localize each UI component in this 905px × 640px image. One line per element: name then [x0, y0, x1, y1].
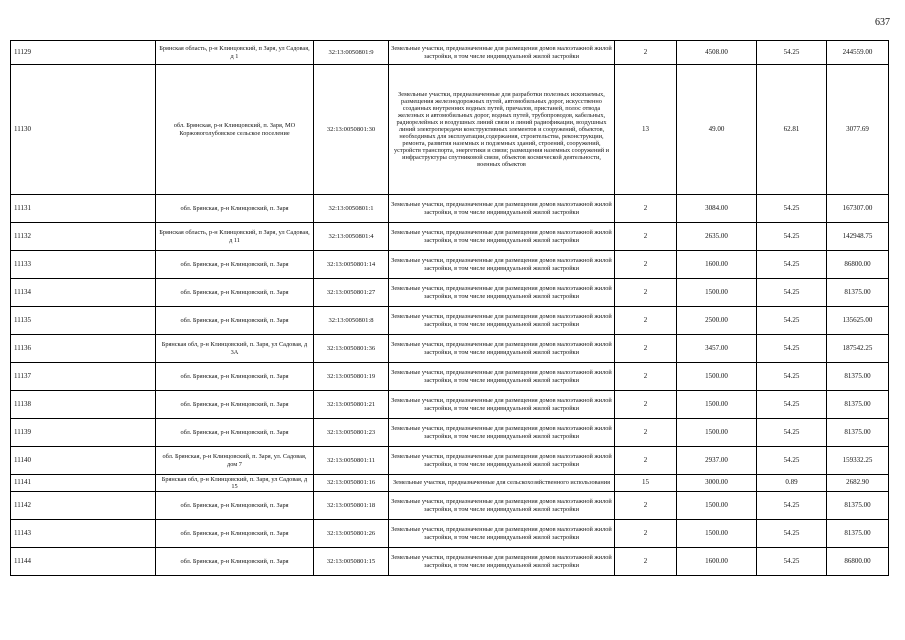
row-cadastral-value: 159332.25: [827, 447, 889, 475]
row-cadastral-value: 86800.00: [827, 251, 889, 279]
row-area: 2500.00: [677, 307, 757, 335]
row-address: обл. Брянская, р-н Клинцовский, п. Заря: [156, 363, 314, 391]
row-number: 11141: [11, 475, 156, 492]
row-use-code: 2: [615, 223, 677, 251]
row-use-code: 13: [615, 65, 677, 195]
row-use-code: 2: [615, 419, 677, 447]
row-land-use: Земельные участки, предназначенные для размещения домов малоэтажной жилой застройки, в том числе индивидуальной жилой застройки: [389, 391, 615, 419]
table-row: [11, 391, 889, 419]
row-area: 3084.00: [677, 195, 757, 223]
row-cadastral-value: 187542.25: [827, 335, 889, 363]
row-cadastral-value: 81375.00: [827, 492, 889, 520]
row-area: 49.00: [677, 65, 757, 195]
row-cadastral-number: 32:13:0050801:11: [314, 447, 389, 475]
row-land-use: Земельные участки, предназначенные для размещения домов малоэтажной жилой застройки, в том числе индивидуальной жилой застройки: [389, 307, 615, 335]
table-row: [11, 475, 889, 492]
row-rate: 54.25: [757, 419, 827, 447]
row-use-code: 2: [615, 391, 677, 419]
row-use-code: 2: [615, 363, 677, 391]
row-area: 1500.00: [677, 391, 757, 419]
row-land-use: Земельные участки, предназначенные для размещения домов малоэтажной жилой застройки, в том числе индивидуальной жилой застройки: [389, 195, 615, 223]
row-rate: 62.81: [757, 65, 827, 195]
row-area: 1600.00: [677, 251, 757, 279]
row-use-code: 2: [615, 548, 677, 576]
row-address: обл. Брянская, р-н Клинцовский, п. Заря: [156, 520, 314, 548]
table-row: [11, 363, 889, 391]
row-number: 11135: [11, 307, 156, 335]
row-use-code: 2: [615, 492, 677, 520]
row-address: обл. Брянская, р-н Клинцовский, п. Заря: [156, 195, 314, 223]
row-rate: 54.25: [757, 520, 827, 548]
row-cadastral-number: 32:13:0050801:27: [314, 279, 389, 307]
row-rate: 0.89: [757, 475, 827, 492]
row-number: 11142: [11, 492, 156, 520]
table-row: [11, 279, 889, 307]
row-rate: 54.25: [757, 195, 827, 223]
row-cadastral-value: 81375.00: [827, 279, 889, 307]
row-cadastral-value: 81375.00: [827, 520, 889, 548]
row-use-code: 2: [615, 335, 677, 363]
row-cadastral-number: 32:13:0050801:36: [314, 335, 389, 363]
row-area: 4508.00: [677, 41, 757, 65]
row-use-code: 2: [615, 520, 677, 548]
row-use-code: 15: [615, 475, 677, 492]
page-number: 637: [875, 17, 890, 28]
row-rate: 54.25: [757, 41, 827, 65]
row-rate: 54.25: [757, 447, 827, 475]
row-cadastral-value: 3077.69: [827, 65, 889, 195]
row-address: обл. Брянская, р-н Клинцовский, п. Заря: [156, 492, 314, 520]
row-land-use: Земельные участки, предназначенные для размещения домов малоэтажной жилой застройки, в том числе индивидуальной жилой застройки: [389, 548, 615, 576]
row-number: 11138: [11, 391, 156, 419]
row-cadastral-number: 32:13:0050801:14: [314, 251, 389, 279]
row-use-code: 2: [615, 279, 677, 307]
table-row: [11, 492, 889, 520]
row-cadastral-value: 167307.00: [827, 195, 889, 223]
row-cadastral-number: 32:13:0050801:30: [314, 65, 389, 195]
row-number: 11144: [11, 548, 156, 576]
row-land-use: Земельные участки, предназначенные для размещения домов малоэтажной жилой застройки, в том числе индивидуальной жилой застройки: [389, 41, 615, 65]
row-address: Брянская обл, р-н Клинцовский, п. Заря, ул Садовая, д 3А: [156, 335, 314, 363]
row-number: 11130: [11, 65, 156, 195]
row-number: 11134: [11, 279, 156, 307]
row-cadastral-number: 32:13:0050801:23: [314, 419, 389, 447]
table-row: [11, 307, 889, 335]
row-land-use: Земельные участки, предназначенные для разработки полезных ископаемых, размещения железнодорожных путей, автомобильных дорог, искусственно созданных внутренних водных путей, причалов, пристаней, полос отвода железных и автомобильных дорог, водных путей, трубопроводов, кабельных, радиорелейных и воздушных линий связи и линий радиофикации, воздушных линий электропередачи конструктивных элементов и сооружений, объектов, необходимых для эксплуатации,содержания, строительства, реконструкции, ремонта, развития наземных и подземных зданий, строений, сооружений, устройств транспорта, энергетики и связи; размещения наземных сооружений и инфраструктуры спутниковой связи, объектов космической деятельности, военных объектов: [389, 65, 615, 195]
row-area: 1500.00: [677, 279, 757, 307]
row-land-use: Земельные участки, предназначенные для размещения домов малоэтажной жилой застройки, в том числе индивидуальной жилой застройки: [389, 492, 615, 520]
row-area: 1500.00: [677, 520, 757, 548]
row-rate: 54.25: [757, 307, 827, 335]
row-cadastral-value: 86800.00: [827, 548, 889, 576]
row-cadastral-number: 32:13:0050801:9: [314, 41, 389, 65]
table-row: [11, 65, 889, 195]
row-cadastral-value: 81375.00: [827, 419, 889, 447]
table-row: [11, 447, 889, 475]
row-cadastral-value: 2682.90: [827, 475, 889, 492]
row-use-code: 2: [615, 195, 677, 223]
row-use-code: 2: [615, 251, 677, 279]
land-registry-table: [10, 40, 889, 576]
row-area: 1500.00: [677, 492, 757, 520]
row-address: обл. Брянская, р-н Клинцовский, п. Заря: [156, 419, 314, 447]
row-cadastral-number: 32:13:0050801:16: [314, 475, 389, 492]
row-cadastral-number: 32:13:0050801:19: [314, 363, 389, 391]
row-land-use: Земельные участки, предназначенные для размещения домов малоэтажной жилой застройки, в том числе индивидуальной жилой застройки: [389, 520, 615, 548]
table-row: [11, 335, 889, 363]
row-cadastral-number: 32:13:0050801:4: [314, 223, 389, 251]
table-row: [11, 195, 889, 223]
row-number: 11133: [11, 251, 156, 279]
row-use-code: 2: [615, 41, 677, 65]
row-area: 2937.00: [677, 447, 757, 475]
row-cadastral-value: 142948.75: [827, 223, 889, 251]
row-address: Брянская область, р-н Клинцовский, п Заря, ул Садовая, д 11: [156, 223, 314, 251]
row-number: 11140: [11, 447, 156, 475]
row-number: 11132: [11, 223, 156, 251]
row-number: 11143: [11, 520, 156, 548]
row-rate: 54.25: [757, 251, 827, 279]
row-area: 1500.00: [677, 363, 757, 391]
row-area: 1500.00: [677, 419, 757, 447]
row-cadastral-number: 32:13:0050801:15: [314, 548, 389, 576]
row-rate: 54.25: [757, 391, 827, 419]
row-address: Брянская область, р-н Клинцовский, п Заря, ул Садовая, д 1: [156, 41, 314, 65]
row-area: 1600.00: [677, 548, 757, 576]
row-land-use: Земельные участки, предназначенные для размещения домов малоэтажной жилой застройки, в том числе индивидуальной жилой застройки: [389, 447, 615, 475]
row-land-use: Земельные участки, предназначенные для размещения домов малоэтажной жилой застройки, в том числе индивидуальной жилой застройки: [389, 279, 615, 307]
row-rate: 54.25: [757, 223, 827, 251]
row-address: обл. Брянская, р-н Клинцовский, п. Заря, МО Коржовоголубовское сельское поселение: [156, 65, 314, 195]
row-cadastral-number: 32:13:0050801:8: [314, 307, 389, 335]
row-address: обл. Брянская, р-н Клинцовский, п. Заря: [156, 307, 314, 335]
row-rate: 54.25: [757, 492, 827, 520]
row-cadastral-value: 81375.00: [827, 391, 889, 419]
row-number: 11139: [11, 419, 156, 447]
row-rate: 54.25: [757, 363, 827, 391]
row-address: обл. Брянская, р-н Клинцовский, п. Заря: [156, 279, 314, 307]
row-land-use: Земельные участки, предназначенные для размещения домов малоэтажной жилой застройки, в том числе индивидуальной жилой застройки: [389, 419, 615, 447]
row-cadastral-value: 81375.00: [827, 363, 889, 391]
row-use-code: 2: [615, 447, 677, 475]
table-row: [11, 251, 889, 279]
row-address: обл. Брянская, р-н Клинцовский, п. Заря, ул. Садовая, дом 7: [156, 447, 314, 475]
row-address: обл. Брянская, р-н Клинцовский, п. Заря: [156, 391, 314, 419]
row-number: 11136: [11, 335, 156, 363]
row-land-use: Земельные участки, предназначенные для сельскохозяйственного использования: [389, 475, 615, 492]
table-row: [11, 41, 889, 65]
row-rate: 54.25: [757, 548, 827, 576]
row-number: 11131: [11, 195, 156, 223]
row-area: 2635.00: [677, 223, 757, 251]
row-number: 11137: [11, 363, 156, 391]
row-area: 3457.00: [677, 335, 757, 363]
row-land-use: Земельные участки, предназначенные для размещения домов малоэтажной жилой застройки, в том числе индивидуальной жилой застройки: [389, 251, 615, 279]
row-number: 11129: [11, 41, 156, 65]
row-rate: 54.25: [757, 279, 827, 307]
row-cadastral-value: 135625.00: [827, 307, 889, 335]
row-land-use: Земельные участки, предназначенные для размещения домов малоэтажной жилой застройки, в том числе индивидуальной жилой застройки: [389, 363, 615, 391]
table-row: [11, 548, 889, 576]
row-address: обл. Брянская, р-н Клинцовский, п. Заря: [156, 251, 314, 279]
row-cadastral-number: 32:13:0050801:21: [314, 391, 389, 419]
row-rate: 54.25: [757, 335, 827, 363]
row-cadastral-number: 32:13:0050801:26: [314, 520, 389, 548]
row-cadastral-number: 32:13:0050801:18: [314, 492, 389, 520]
row-use-code: 2: [615, 307, 677, 335]
row-cadastral-value: 244559.00: [827, 41, 889, 65]
row-land-use: Земельные участки, предназначенные для размещения домов малоэтажной жилой застройки, в том числе индивидуальной жилой застройки: [389, 223, 615, 251]
row-address: обл. Брянская, р-н Клинцовский, п. Заря: [156, 548, 314, 576]
row-area: 3000.00: [677, 475, 757, 492]
table-row: [11, 520, 889, 548]
row-cadastral-number: 32:13:0050801:1: [314, 195, 389, 223]
row-land-use: Земельные участки, предназначенные для размещения домов малоэтажной жилой застройки, в том числе индивидуальной жилой застройки: [389, 335, 615, 363]
table-body: [11, 41, 889, 576]
table-row: [11, 419, 889, 447]
row-address: Брянская обл, р-н Клинцовский, п. Заря, ул Садовая, д 15: [156, 475, 314, 492]
table-row: [11, 223, 889, 251]
